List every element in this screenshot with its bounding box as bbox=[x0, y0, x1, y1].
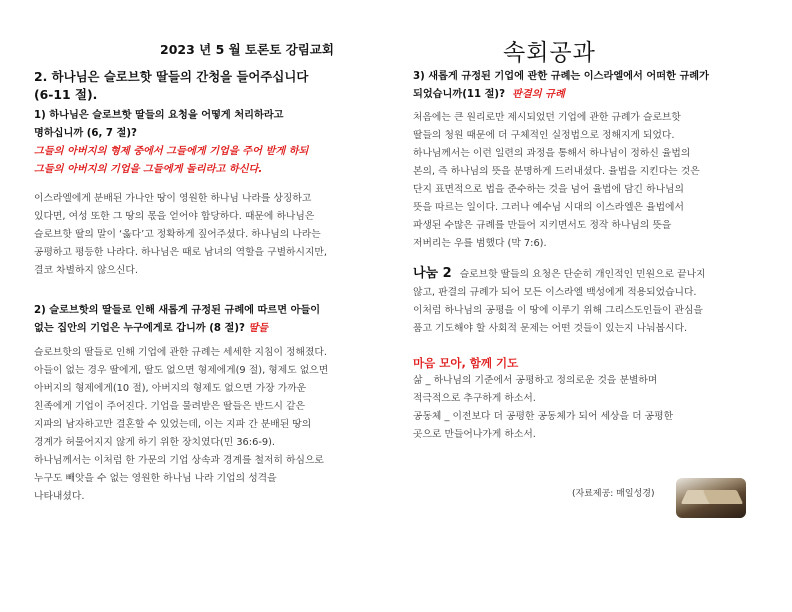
section-title-line: 2. 하나님은 슬로브핫 딸들의 간청을 들어주십니다 bbox=[34, 69, 309, 84]
paragraph-line: 뜻을 따르는 일이다. 그러나 예수님 시대의 이스라엘은 율법에서 bbox=[413, 202, 684, 213]
paragraph-line: 저버리는 우를 범했다 (막 7:6). bbox=[413, 238, 547, 249]
paragraph-line: 누구도 빼앗을 수 없는 영원한 하나님 나라 기업의 성격을 bbox=[34, 473, 277, 484]
sharing-first-line bbox=[413, 265, 763, 284]
question-2-line: 2) 슬로브핫의 딸들로 인해 새롭게 규정된 규례에 따르면 아들이 bbox=[34, 305, 321, 316]
paragraph-line: 있다면, 여성 또한 그 땅의 몫을 얻어야 합당하다. 때문에 하나님은 bbox=[34, 211, 315, 222]
prayer-line: 곳으로 만들어나가게 하소서. bbox=[413, 429, 536, 440]
answer-3: 판결의 규례 bbox=[512, 89, 565, 100]
answer-1 bbox=[34, 143, 384, 179]
paragraph-line: 슬로브핫 딸의 말이 ‘옳다’고 정확하게 짚어주셨다. 하나님의 나라는 bbox=[34, 229, 321, 240]
sharing-line: 품고 기도해야 할 사회적 문제는 어떤 것들이 있는지 나눠봅시다. bbox=[413, 323, 688, 334]
question-2-text: 없는 집안의 기업은 누구에게로 갑니까 (8 절)? bbox=[34, 323, 245, 334]
paragraph-line: 처음에는 큰 원리로만 제시되었던 기업에 관한 규례가 슬로브핫 bbox=[413, 112, 681, 123]
paragraph-line: 단지 표면적으로 법을 준수하는 것을 넘어 율법에 담긴 하나님의 bbox=[413, 184, 684, 195]
paragraph-line: 본의, 즉 하나님의 뜻을 분명하게 드러내셨다. 율법을 지킨다는 것은 bbox=[413, 166, 700, 177]
prayer-line: 공동체 _ 이전보다 더 공평한 공동체가 되어 세상을 더 공평한 bbox=[413, 411, 674, 422]
sharing-section bbox=[413, 265, 763, 338]
brand-title: 속회공과 bbox=[503, 40, 596, 66]
paragraph-line: 파생된 수많은 규례를 만들어 지키면서도 정작 하나님의 뜻을 bbox=[413, 220, 672, 231]
source-credit: (자료제공: 매일성경) bbox=[572, 489, 655, 499]
paragraph-line: 나타내셨다. bbox=[34, 491, 85, 502]
prayer-title: 마음 모아, 함께 기도 bbox=[413, 356, 519, 370]
paragraph-line: 친족에게 기업이 주어진다. 기업을 물려받은 딸들은 반드시 같은 bbox=[34, 401, 305, 412]
question-3 bbox=[413, 68, 763, 104]
sharing-line: 슬로브핫 딸들의 요청은 단순히 개인적인 민원으로 끝나지 bbox=[459, 269, 706, 280]
paragraph-3 bbox=[413, 109, 763, 253]
section-title bbox=[34, 68, 384, 104]
sharing-title: 나눔 2 bbox=[413, 266, 452, 281]
question-3-line: 3) 새롭게 규정된 기업에 관한 규례는 이스라엘에서 어떠한 규례가 bbox=[413, 71, 709, 82]
paragraph-line: 하나님께서는 이처럼 한 가문의 기업 상속과 경계를 철저히 하심으로 bbox=[34, 455, 324, 466]
question-2-line bbox=[34, 320, 384, 338]
question-3-line bbox=[413, 86, 763, 104]
question-3-text: 되었습니까(11 절)? bbox=[413, 89, 505, 100]
answer-1-line: 그들의 아버지의 형제 중에서 그들에게 기업을 주어 받게 하되 bbox=[34, 146, 309, 157]
question-1 bbox=[34, 107, 384, 143]
question-2 bbox=[34, 302, 384, 338]
book-page-right bbox=[703, 490, 744, 504]
paragraph-line: 딸들의 청원 때문에 더 구체적인 실정법으로 정해지게 되었다. bbox=[413, 130, 675, 141]
page-header-title: 2023 년 5 월 토론토 강림교회 bbox=[160, 42, 334, 57]
paragraph-1 bbox=[34, 190, 384, 280]
paragraph-line: 아들이 없는 경우 딸에게, 딸도 없으면 형제에게(9 절), 형제도 없으면 bbox=[34, 365, 329, 376]
prayer-line: 삶 _ 하나님의 기준에서 공평하고 정의로운 것을 분별하며 bbox=[413, 375, 658, 386]
answer-2: 딸들 bbox=[248, 323, 269, 334]
paragraph-line: 하나님께서는 이런 일련의 과정을 통해서 하나님이 정하신 율법의 bbox=[413, 148, 691, 159]
paragraph-line: 아버지의 형제에게(10 절), 아버지의 형제도 없으면 가장 가까운 bbox=[34, 383, 307, 394]
paragraph-line: 공평하고 평등한 나라다. 하나님은 때로 남녀의 역할을 구별하시지만, bbox=[34, 247, 328, 258]
paragraph-line: 결코 차별하지 않으신다. bbox=[34, 265, 138, 276]
section-title-line: (6-11 절). bbox=[34, 87, 98, 102]
prayer-section bbox=[413, 372, 763, 444]
paragraph-line: 지파의 남자하고만 결혼할 수 있었는데, 이는 지파 간 분배된 땅의 bbox=[34, 419, 312, 430]
answer-1-line: 그들의 아버지의 기업을 그들에게 돌리라고 하신다. bbox=[34, 164, 263, 175]
sharing-line: 이처럼 하나님의 공평을 이 땅에 이루기 위해 그리스도인들이 관심을 bbox=[413, 305, 703, 316]
paragraph-line: 슬로브핫의 딸들로 인해 기업에 관한 규례는 세세한 지침이 정해졌다. bbox=[34, 347, 328, 358]
question-1-line: 명하십니까 (6, 7 절)? bbox=[34, 128, 137, 139]
paragraph-line: 이스라엘에게 분배된 가나안 땅이 영원한 하나님 나라를 상징하고 bbox=[34, 193, 312, 204]
paragraph-line: 경계가 허물어지지 않게 하기 위한 장치였다(민 36:6-9). bbox=[34, 437, 276, 448]
bible-photo bbox=[676, 478, 746, 518]
paragraph-2 bbox=[34, 344, 384, 506]
prayer-line: 적극적으로 추구하게 하소서. bbox=[413, 393, 536, 404]
sharing-line: 않고, 판결의 규례가 되어 모든 이스라엘 백성에게 적용되었습니다. bbox=[413, 287, 697, 298]
question-1-line: 1) 하나님은 슬로브핫 딸들의 요청을 어떻게 처리하라고 bbox=[34, 110, 284, 121]
